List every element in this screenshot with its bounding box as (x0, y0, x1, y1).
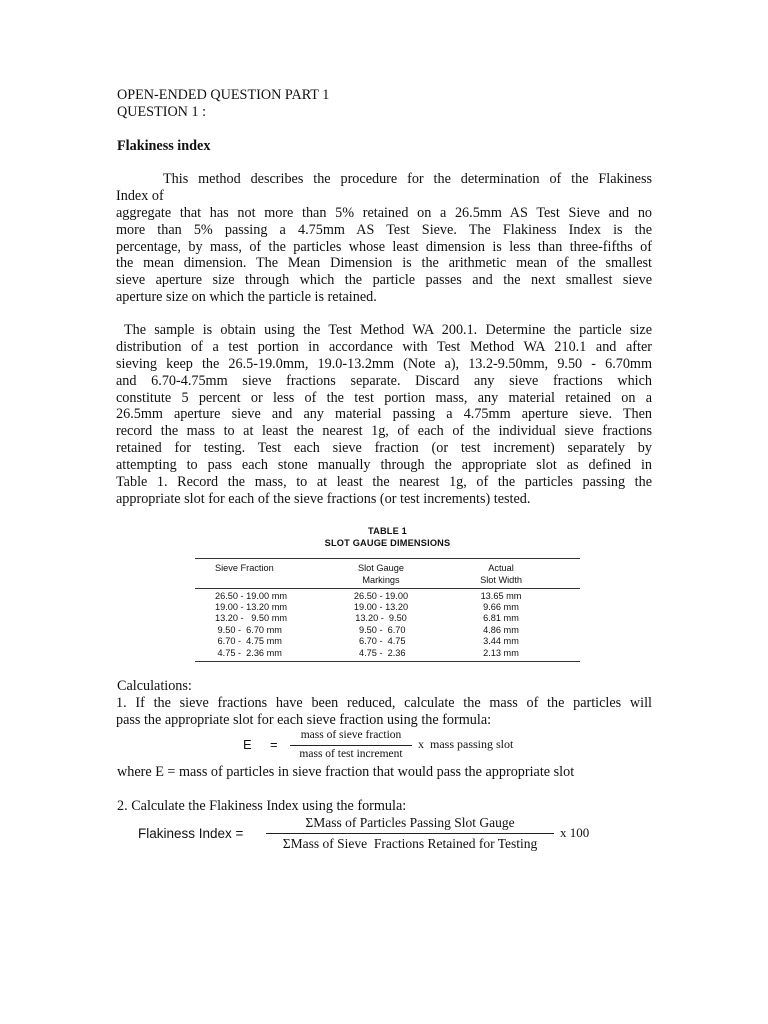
paragraph-1-line: aperture size on which the particle is retained. (116, 289, 377, 306)
formula-e-denominator: mass of test increment (299, 748, 403, 760)
formula-fi-multiplier: x 100 (560, 825, 590, 840)
calculation-step-1-line: pass the appropriate slot for each sieve fraction using the formula: (116, 711, 492, 728)
paragraph-2-line: constitute 5 percent or less of the test portion mass, any material retained on a (116, 389, 652, 406)
question-number: QUESTION 1 : (117, 104, 207, 120)
paragraph-2-line: and 6.70-4.75mm sieve fractions separate. Discard any sieve fractions which (116, 372, 652, 389)
paragraph-2-line: attempting to pass each stone manually through the appropriate slot as defined in (116, 457, 652, 474)
calculation-step-2: 2. Calculate the Flakiness Index using the formula: (117, 798, 407, 814)
formula-fi-denominator: ΣMass of Sieve Fractions Retained for Testing (282, 836, 538, 851)
paragraph-2-line: sieving keep the 26.5-19.0mm, 19.0-13.2mm (Note a), 13.2-9.50mm, 9.50 - 6.70mm (116, 355, 652, 372)
calculation-step-1-line: 1. If the sieve fractions have been reduced, calculate the mass of the particles will (116, 695, 652, 711)
table-cell: 13.20 - 9.50 mm (215, 613, 288, 623)
paragraph-1-line: more than 5% passing a 4.75mm AS Test Sieve. The Flakiness Index is the (116, 221, 652, 238)
formula-fi-numerator: ΣMass of Particles Passing Slot Gauge (305, 815, 515, 830)
table-cell: 19.00 - 13.20 mm (215, 602, 288, 612)
calculations-heading: Calculations: (117, 678, 192, 694)
table-cell: 4.75 - 2.36 (356, 648, 406, 658)
paragraph-1-line: sieve aperture size through which the particle passes and the next smallest sieve (116, 272, 652, 289)
question-part-heading: OPEN-ENDED QUESTION PART 1 (117, 87, 330, 103)
table-cell: 2.13 mm (483, 648, 519, 658)
paragraph-1-line: This method describes the procedure for the determination of the Flakiness (163, 171, 652, 187)
formula-e-multiplier: x mass passing slot (418, 737, 514, 751)
table-header-markings: Markings (362, 575, 400, 585)
table-cell: 4.86 mm (483, 625, 519, 635)
formula-e-lhs: E (243, 737, 252, 752)
paragraph-2-line: The sample is obtain using the Test Method WA 200.1. Determine the particle size (116, 322, 652, 338)
formula-e-description: where E = mass of particles in sieve fraction that would pass the appropriate slot (117, 764, 575, 780)
paragraph-1-line: percentage, by mass, of the particles whose least dimension is less than three-fifths of (116, 238, 652, 255)
table-subtitle: SLOT GAUGE DIMENSIONS (324, 538, 451, 548)
table-cell: 6.70 - 4.75 (356, 636, 406, 646)
formula-e-equals: = (270, 737, 278, 752)
table-header-sieve-fraction: Sieve Fraction (215, 563, 274, 573)
paragraph-1-line: the mean dimension. The Mean Dimension is the arithmetic mean of the smallest (116, 255, 652, 272)
formula-fi-lhs: Flakiness Index = (138, 826, 244, 841)
paragraph-1 (116, 171, 652, 306)
paragraph-2-line: Table 1. Record the mass, to at least the nearest 1g, of the particles passing the (116, 474, 652, 491)
table-header-slot-gauge: Slot Gauge (358, 563, 404, 573)
paragraph-2-line: 26.5mm aperture sieve and any material passing a 4.75mm aperture sieve. Then (116, 406, 652, 423)
table-cell: 3.44 mm (483, 636, 519, 646)
calculation-step-1 (116, 695, 652, 729)
table-cell: 4.75 - 2.36 mm (215, 648, 282, 658)
table-rule-top (195, 558, 580, 559)
paragraph-1-line: aggregate that has not more than 5% retained on a 26.5mm AS Test Sieve and no (116, 204, 652, 221)
table-rule-mid (195, 588, 580, 589)
paragraph-2-line: record the mass to at least the nearest 1g, of each of the individual sieve fractions (116, 423, 652, 440)
table-cell: 9.50 - 6.70 (356, 625, 406, 635)
table-cell: 9.66 mm (483, 602, 519, 612)
table-header-actual: Actual (488, 563, 514, 573)
table-rule-bottom (195, 661, 580, 662)
table-cell: 26.50 - 19.00 mm (215, 591, 288, 601)
slot-gauge-table (195, 521, 580, 663)
formula-fi-fraction-bar (266, 833, 554, 834)
table-cell: 9.50 - 6.70 mm (215, 625, 282, 635)
paragraph-2-line: distribution of a test portion in accordance with Test Method WA 210.1 and after (116, 338, 652, 355)
paragraph-2-line: appropriate slot for each of the sieve fractions (or test increments) tested. (116, 490, 531, 507)
table-cell: 6.81 mm (483, 613, 519, 623)
paragraph-2 (116, 322, 652, 508)
formula-e-numerator: mass of sieve fraction (300, 729, 402, 741)
table-cell: 26.50 - 19.00 (353, 591, 409, 601)
section-title: Flakiness index (117, 138, 211, 154)
table-cell: 6.70 - 4.75 mm (215, 636, 282, 646)
table-title: TABLE 1 (367, 526, 407, 536)
table-header-slot-width: Slot Width (480, 575, 522, 585)
table-cell: 13.65 mm (480, 591, 522, 601)
paragraph-1-line: Index of (116, 187, 164, 204)
formula-e-fraction-bar (290, 745, 412, 746)
paragraph-2-line: retained for testing. Test each sieve fraction (or test increment) separately by (116, 440, 652, 457)
table-cell: 19.00 - 13.20 (353, 602, 409, 612)
table-cell: 13.20 - 9.50 (355, 613, 407, 623)
